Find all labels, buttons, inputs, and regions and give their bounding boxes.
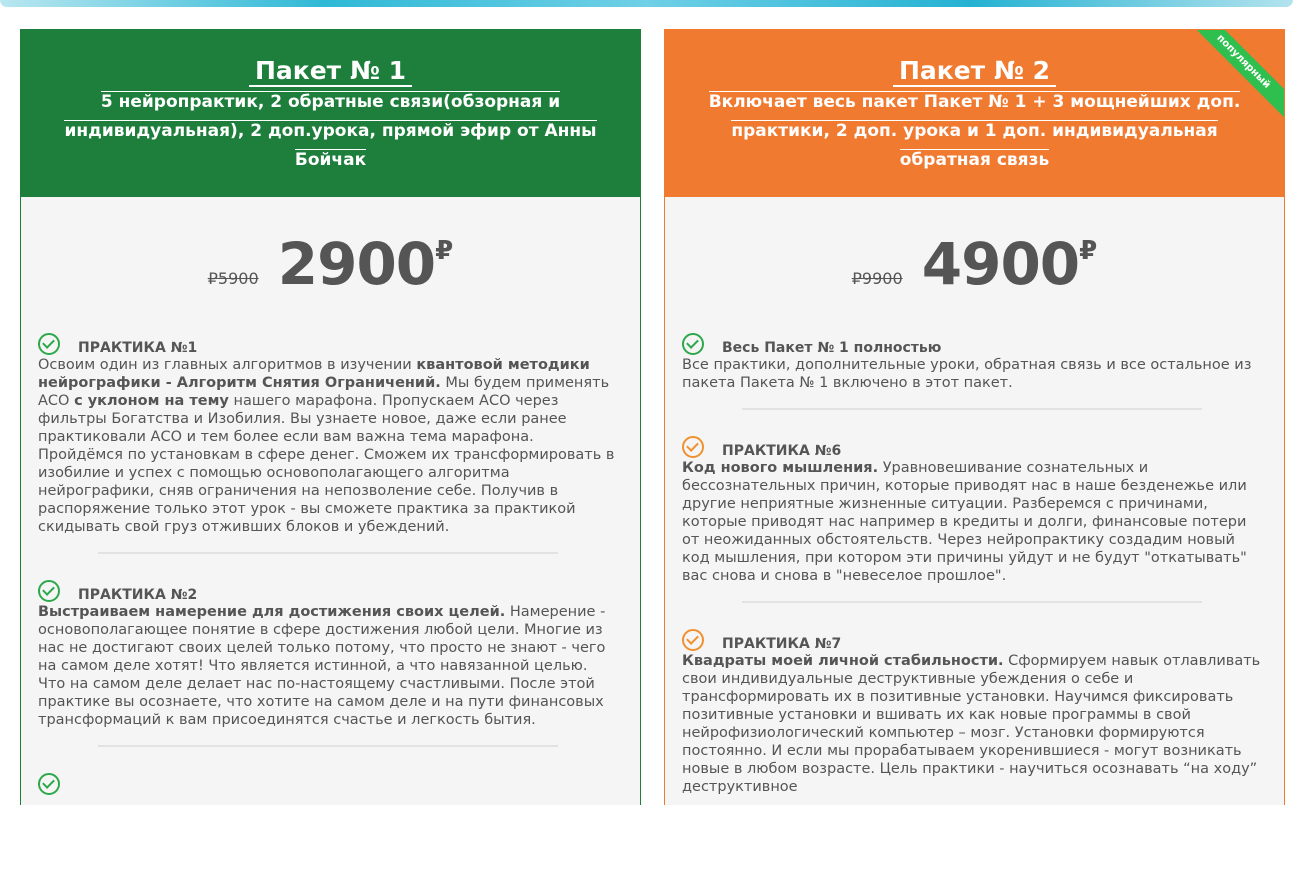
feature-description: Освоим один из главных алгоритмов в изучении квантовой методики нейрографики - Алгоритм Снятия Ограничений. Мы будем применять АСО с уклоном на тему нашего марафона. Пропускаем АСО через фильтры Богатства и Изобилия. Вы узнаете новое, даже если ранее практиковали АСО и тем более если вам важна тема марафона. Пройдёмся по установкам в сфере денег. Сможем их трансформировать в изобилие и успех с помощью основополагающего алгоритма нейрографики, сняв ограничения на непозволение себе. Получив в распоряжение только этот урок - вы сможете практика за практикой скидывать свой груз отживших блоков и убеждений. bbox=[38, 357, 615, 535]
feature-title: ПРАКТИКА №6 bbox=[722, 443, 842, 459]
package-title: Пакет № 2 bbox=[665, 54, 1284, 88]
old-price: ₽5900 bbox=[207, 269, 259, 288]
feature-divider bbox=[742, 601, 1202, 603]
feature-description: Квадраты моей личной стабильности. Сформируем навык отлавливать свои индивидуальные деструктивные убеждения о себе и трансформировать их в позитивные установки. Научимся фиксировать позитивные установки и вшивать их как новые программы в свой нейрофизиологический компьютер – мозг. Установки формируются постоянно. И если мы прорабатываем укоренившиеся - могут возникать новые в любом возрасте. Цель практики - научиться осознавать “на ходу” деструктивное bbox=[682, 653, 1261, 795]
feature-item-partial bbox=[38, 773, 618, 796]
current-price: 2900 bbox=[277, 230, 436, 298]
current-price: 4900 bbox=[921, 230, 1080, 298]
package-card-2 bbox=[664, 29, 1285, 805]
feature-item bbox=[682, 333, 1262, 410]
feature-title: ПРАКТИКА №1 bbox=[78, 340, 198, 356]
old-price: ₽9900 bbox=[851, 269, 903, 288]
feature-description: Код нового мышления. Уравновешивание сознательных и бессознательных причин, которые приводят нас в наше безденежье или другие неприятные жизненные ситуации. Разберемся с причинами, которые приводят нас например в кредиты и долги, финансовые потери от неожиданных обстоятельств. Через нейропрактику создадим новый код мышления, при котором эти причины уйдут и не будут "откатывать" вас снова и снова в "невеселое прошлое". bbox=[682, 460, 1247, 584]
feature-item bbox=[682, 436, 1262, 603]
feature-list bbox=[38, 333, 618, 796]
price-row bbox=[21, 230, 640, 310]
popular-ribbon: популярный bbox=[1183, 29, 1285, 122]
feature-item bbox=[38, 333, 618, 554]
check-circle-icon bbox=[682, 436, 704, 458]
check-circle-icon bbox=[682, 629, 704, 651]
feature-title: ПРАКТИКА №7 bbox=[722, 636, 842, 652]
feature-divider bbox=[742, 408, 1202, 410]
feature-divider bbox=[98, 745, 558, 747]
currency-symbol: ₽ bbox=[1079, 236, 1098, 266]
feature-title: Весь Пакет № 1 полностью bbox=[722, 340, 942, 356]
feature-divider bbox=[98, 552, 558, 554]
package-header-1 bbox=[21, 30, 640, 197]
package-card-1 bbox=[20, 29, 641, 805]
feature-item bbox=[38, 580, 618, 747]
feature-description: Все практики, дополнительные уроки, обратная связь и все остальное из пакета Пакета № 1 включено в этот пакет. bbox=[682, 357, 1252, 391]
check-circle-icon bbox=[38, 773, 60, 795]
check-circle-icon bbox=[682, 333, 704, 355]
feature-description: Выстраиваем намерение для достижения своих целей. Намерение - основополагающее понятие в сфере достижения любой цели. Многие из нас не достигают своих целей только потому, что просто не знают - чего на самом деле хотят! Что является истинной, а что навязанной целью. Что на самом деле делает нас по-настоящему счастливыми. После этой практике вы осознаете, что хотите на самом деле и на пути финансовых трансформаций к вам присоединятся счастье и легкость бытия. bbox=[38, 604, 606, 728]
package-subtitle: 5 нейропрактик, 2 обратные связи(обзорная и индивидуальная), 2 доп.урока, прямой эфир от Анны Бойчак bbox=[64, 92, 597, 170]
package-header-2 bbox=[665, 30, 1284, 197]
feature-item bbox=[682, 629, 1262, 796]
currency-symbol: ₽ bbox=[435, 236, 454, 266]
top-decorative-strip bbox=[0, 0, 1293, 7]
feature-title: ПРАКТИКА №2 bbox=[78, 587, 198, 603]
package-subtitle: Включает весь пакет Пакет № 1 + 3 мощнейших доп. практики, 2 доп. урока и 1 доп. индивидуальная обратная связь bbox=[708, 92, 1241, 170]
check-circle-icon bbox=[38, 333, 60, 355]
package-title: Пакет № 1 bbox=[21, 54, 640, 88]
price-row bbox=[665, 230, 1284, 310]
check-circle-icon bbox=[38, 580, 60, 602]
feature-list bbox=[682, 333, 1262, 796]
